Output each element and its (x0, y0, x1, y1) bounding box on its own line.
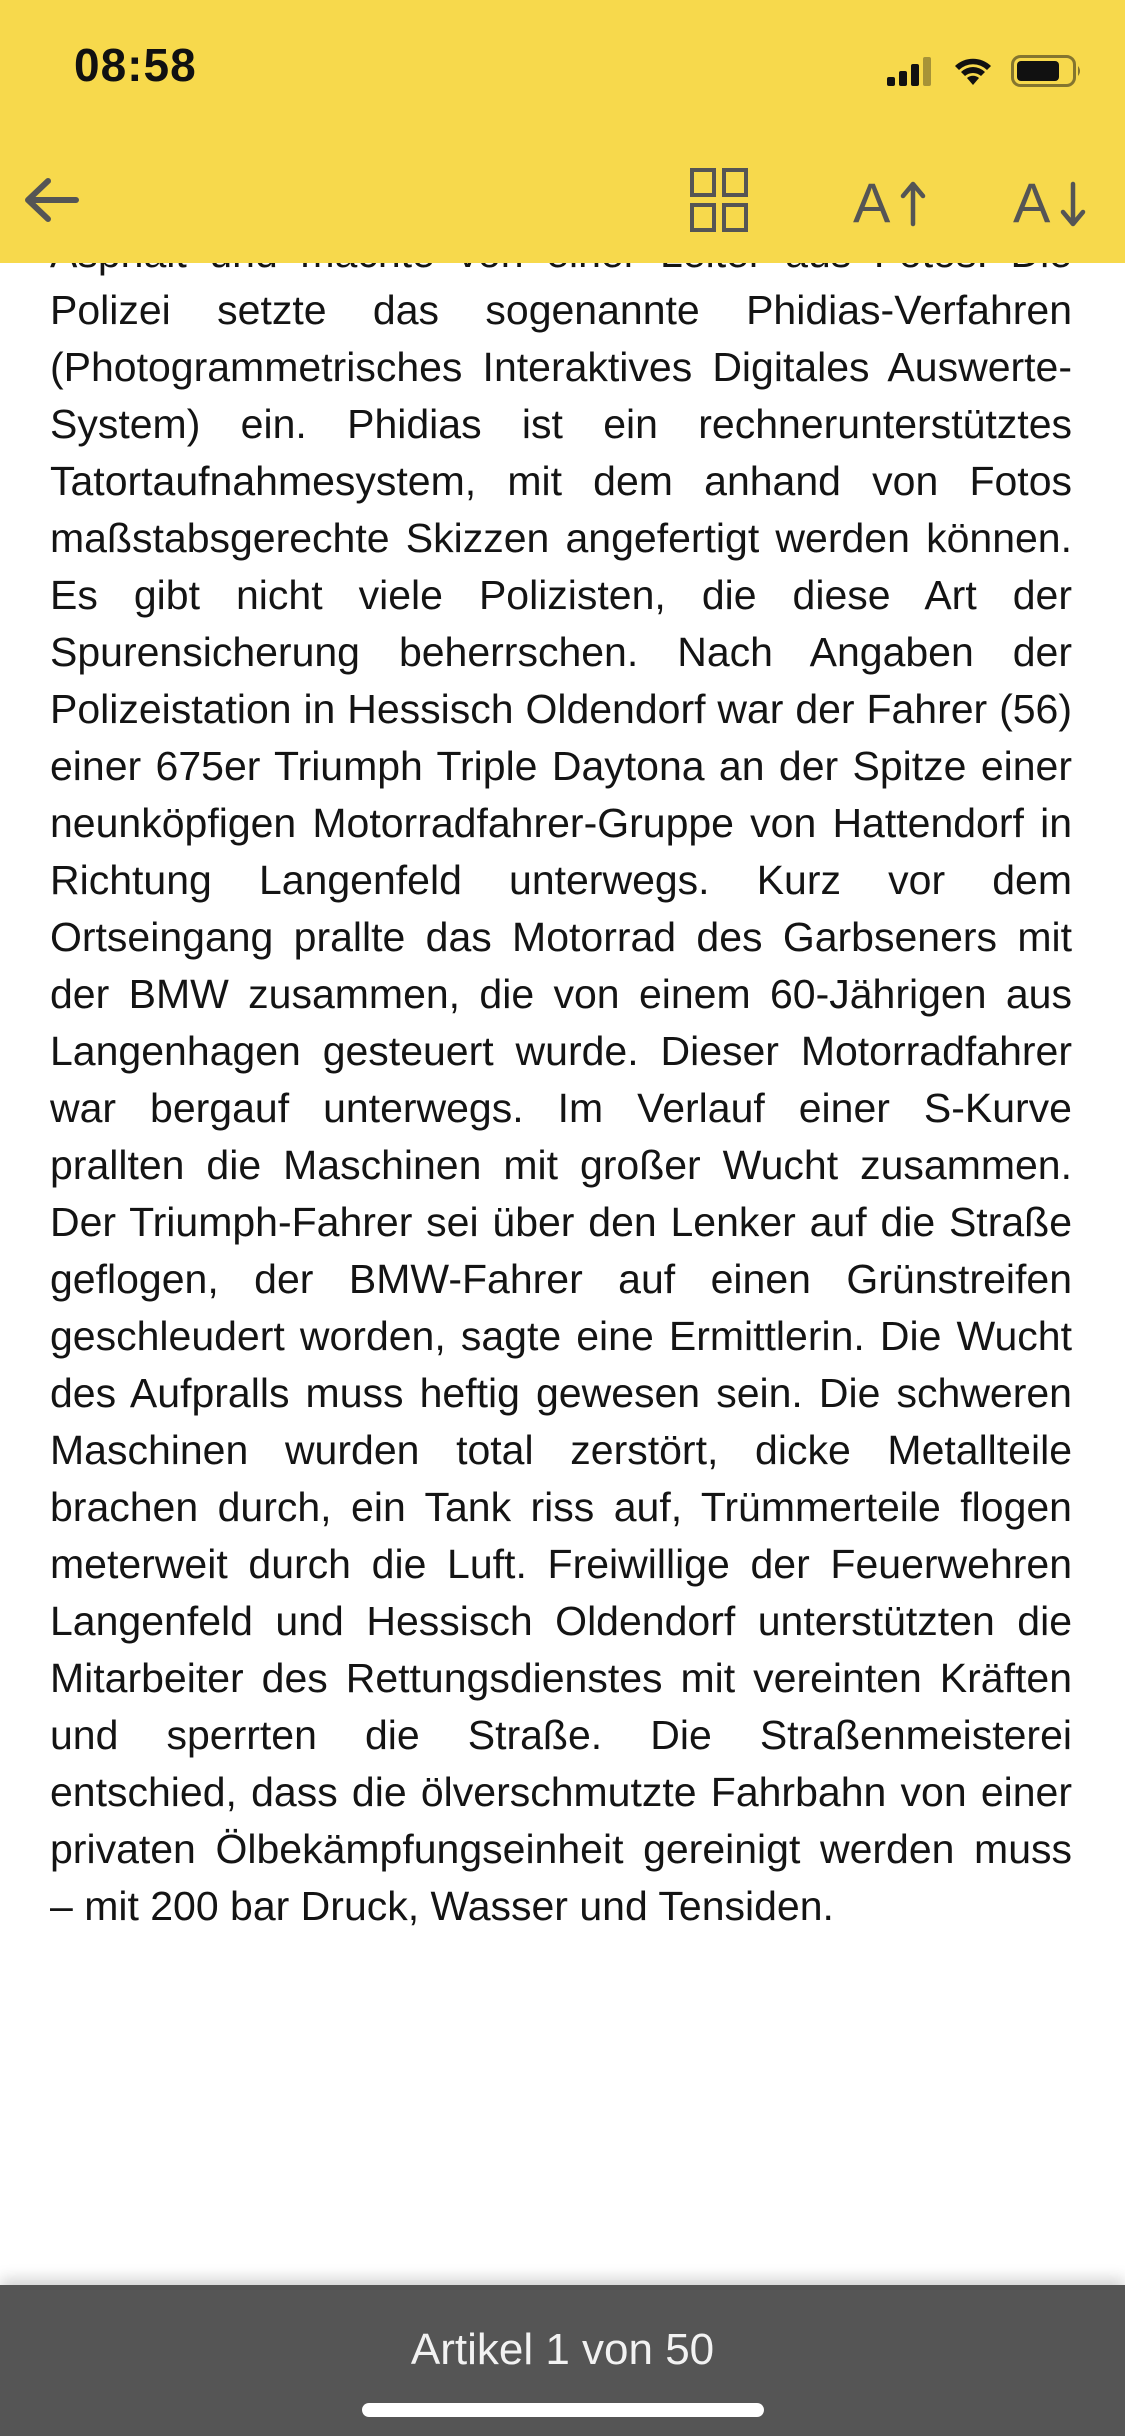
font-increase-button[interactable] (836, 160, 946, 240)
status-time: 08:58 (74, 39, 197, 91)
back-button[interactable] (6, 160, 96, 240)
svg-text:A: A (1013, 171, 1051, 230)
header-bar (0, 0, 1125, 263)
article-body: Polizei setzte das sogenannte Phidias-Verfahren (Photogrammetrisches Interaktives Digitales Auswerte-System) ein. Phidias ist ein rechnerunterstütztes Tatortaufnahmesystem, mit dem anhand von Fotos maßstabsgerechte Skizzen angefertigt werden können. Es gibt nicht viele Polizisten, die diese Art der Spurensicherung beherrschen. Nach Angaben der Polizeistation in Hessisch Oldendorf war der Fahrer (56) einer 675er Triumph Triple Daytona an der Spitze einer neunköpfigen Motorradfahrer-Gruppe von Hattendorf in Richtung Langenfeld unterwegs. Kurz vor dem Ortseingang prallte das Motorrad des Garbseners mit der BMW zusammen, die von einem 60-Jährigen aus Langenhagen gesteuert wurde. Dieser Motorradfahrer war bergauf unterwegs. Im Verlauf einer S-Kurve prallten die Maschinen mit großer Wucht zusammen. Der Triumph-Fahrer sei über den Lenker auf die Straße geflogen, der BMW-Fahrer auf einen Grünstreifen geschleudert worden, sagte eine Ermittlerin. Die Wucht des Aufpralls muss heftig gewesen sein. Die schweren Maschinen wurden total zerstört, dicke Metallteile brachen durch, ein Tank riss auf, Trümmerteile flogen meterweit durch die Luft. Freiwillige der Feuerwehren Langenfeld und Hessisch Oldendorf unterstützten die Mitarbeiter des Rettungsdienstes mit vereinten Kräften und sperrten die Straße. Die Straßenmeisterei entschied, dass die ölverschmutzte Fahrbahn von einer privaten Ölbekämpfungseinheit gereinigt werden muss – mit 200 bar Druck, Wasser und Tensiden. (50, 287, 1072, 1929)
article-counter: Artikel 1 von 50 (410, 2325, 715, 2374)
status-icons (887, 50, 1083, 92)
battery-icon (1011, 54, 1083, 88)
home-indicator[interactable] (362, 2403, 764, 2417)
grid-icon (689, 167, 749, 233)
svg-text:A: A (853, 171, 891, 230)
font-decrease-button[interactable] (996, 160, 1106, 240)
font-increase-icon (851, 170, 931, 230)
wifi-icon (953, 55, 993, 87)
footer-bar (0, 2285, 1125, 2436)
arrow-left-icon (22, 175, 80, 225)
cellular-signal-icon (887, 56, 935, 86)
font-decrease-icon (1011, 170, 1091, 230)
overview-grid-button[interactable] (674, 160, 764, 240)
